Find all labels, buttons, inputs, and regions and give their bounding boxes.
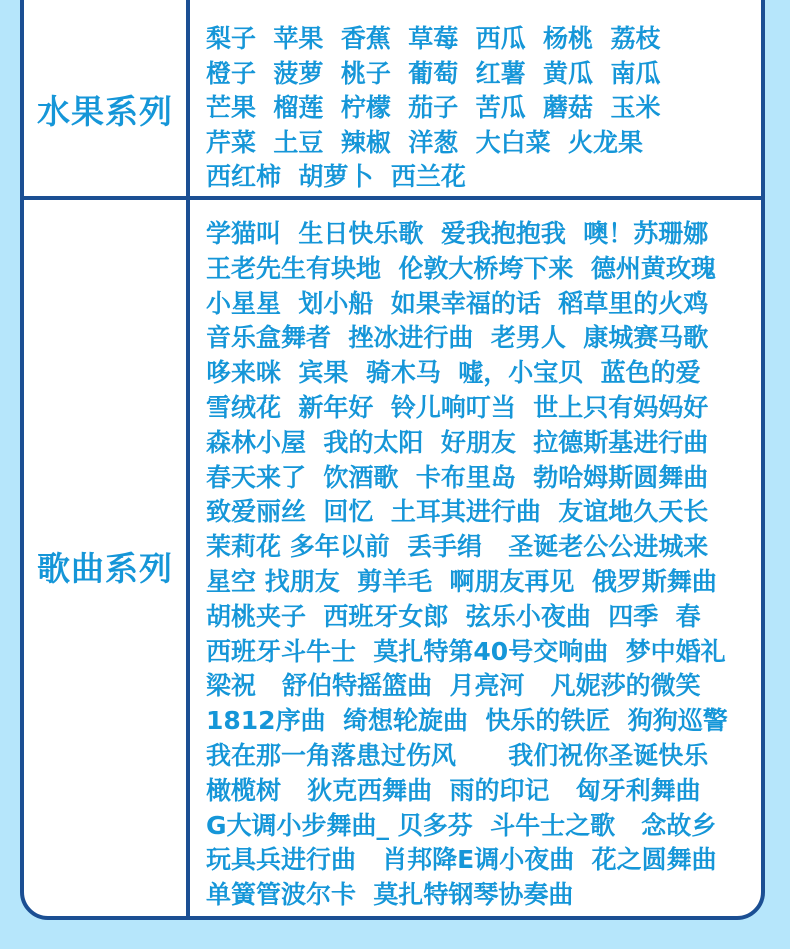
list-item: 致爱丽丝 回忆 土耳其进行曲 友谊地久天长: [206, 497, 709, 527]
list-item: 王老先生有块地 伦敦大桥垮下来 德州黄玫瑰: [206, 253, 716, 283]
list-item: 哆来咪 宾果 骑木马 嘘，小宝贝 蓝色的爱: [206, 358, 701, 388]
list-item: 1812序曲 绮想轮旋曲 快乐的铁匠 狗狗巡警: [206, 706, 728, 736]
fruit-series-list: [206, 22, 660, 195]
column-divider: [186, 0, 190, 916]
list-item: 胡桃夹子 西班牙女郎 弦乐小夜曲 四季 春: [206, 601, 701, 631]
song-series-list: [206, 217, 728, 913]
list-item: 西班牙斗牛士 莫扎特第40号交响曲 梦中婚礼: [206, 636, 726, 666]
list-item: G大调小步舞曲_ 贝多芬 斗牛士之歌 念故乡: [206, 810, 717, 840]
list-item: 橙子 菠萝 桃子 葡萄 红薯 黄瓜 南瓜: [206, 58, 661, 88]
list-item: 橄榄树 狄克西舞曲 雨的印记 匈牙利舞曲: [206, 775, 701, 805]
fruit-series-label: 水果系列: [37, 92, 173, 131]
row-divider: [24, 196, 761, 200]
list-item: 森林小屋 我的太阳 好朋友 拉德斯基进行曲: [206, 427, 709, 457]
list-item: 茉莉花 多年以前 丢手绢 圣诞老公公进城来: [206, 532, 709, 562]
song-series-label: 歌曲系列: [37, 549, 173, 588]
list-item: 梁祝 舒伯特摇篮曲 月亮河 凡妮莎的微笑: [206, 671, 701, 701]
list-item: 春天来了 饮酒歌 卡布里岛 勃哈姆斯圆舞曲: [206, 462, 709, 492]
catalog-table: [20, 0, 765, 920]
list-item: 芹菜 土豆 辣椒 洋葱 大白菜 火龙果: [206, 127, 644, 157]
list-item: 单簧管波尔卡 莫扎特钢琴协奏曲: [206, 880, 574, 910]
list-item: 音乐盒舞者 挫冰进行曲 老男人 康城赛马歌: [206, 323, 709, 353]
list-item: 芒果 榴莲 柠檬 茄子 苦瓜 蘑菇 玉米: [206, 93, 661, 123]
list-item: 小星星 划小船 如果幸福的话 稻草里的火鸡: [206, 288, 709, 318]
list-item: 学猫叫 生日快乐歌 爱我抱抱我 噢！苏珊娜: [206, 219, 709, 248]
list-item: 我在那一角落患过伤风 我们祝你圣诞快乐: [206, 740, 709, 770]
list-item: 西红柿 胡萝卜 西兰花: [206, 162, 466, 192]
list-item: 梨子 苹果 香蕉 草莓 西瓜 杨桃 荔枝: [206, 24, 661, 53]
list-item: 玩具兵进行曲 肖邦降E调小夜曲 花之圆舞曲: [206, 845, 717, 875]
list-item: 星空 找朋友 剪羊毛 啊朋友再见 俄罗斯舞曲: [206, 566, 717, 596]
list-item: 雪绒花 新年好 铃儿响叮当 世上只有妈妈好: [206, 392, 709, 422]
